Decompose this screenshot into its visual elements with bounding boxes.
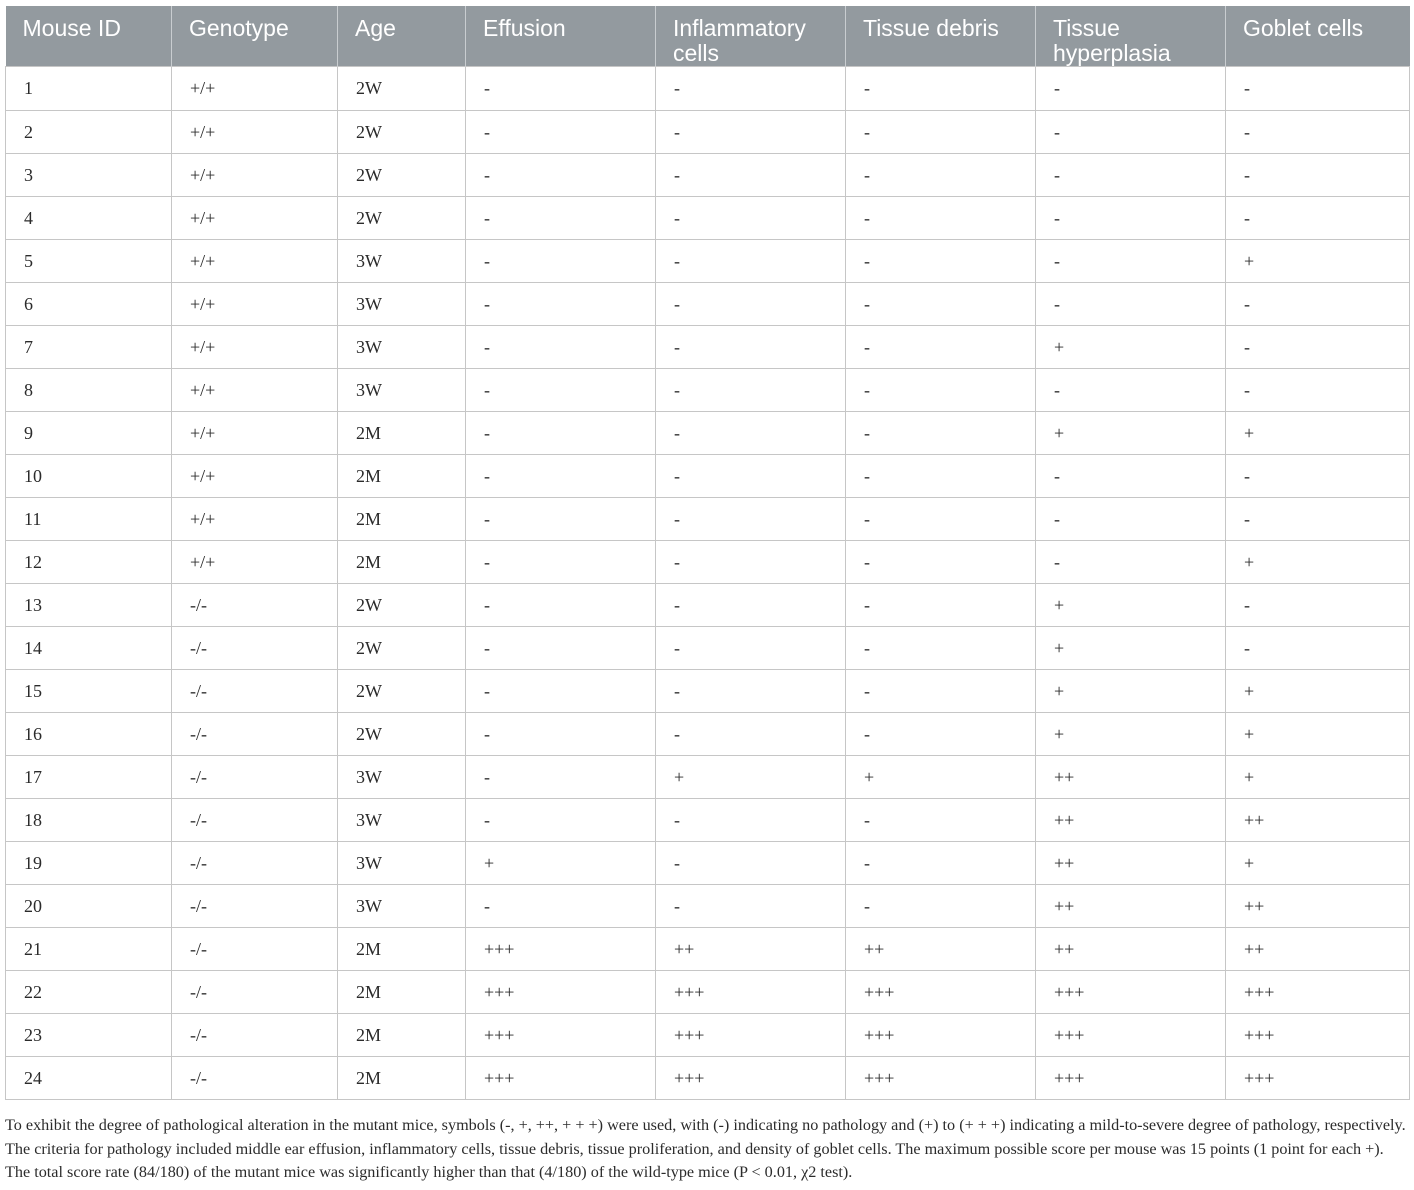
table-cell: - [466,713,656,756]
table-cell: - [1226,498,1410,541]
table-cell: -/- [172,971,338,1014]
table-cell: - [656,541,846,584]
table-cell: - [466,756,656,799]
column-header: Mouse ID [6,6,172,67]
table-cell: - [1226,369,1410,412]
table-cell: -/- [172,1057,338,1100]
table-cell: + [1036,670,1226,713]
table-cell: +/+ [172,283,338,326]
table-cell: - [846,369,1036,412]
table-cell: +++ [1226,971,1410,1014]
table-cell: - [466,412,656,455]
table-cell: 2W [338,111,466,154]
table-cell: +++ [1226,1014,1410,1057]
table-cell: 14 [6,627,172,670]
table-cell: 3W [338,842,466,885]
table-cell: - [1036,154,1226,197]
table-cell: + [1036,584,1226,627]
table-cell: 21 [6,928,172,971]
table-cell: - [1226,283,1410,326]
table-cell: -/- [172,1014,338,1057]
column-header: Tissue debris [846,6,1036,67]
table-cell: - [1226,326,1410,369]
table-cell: - [466,283,656,326]
table-cell: +++ [656,1014,846,1057]
table-cell: 6 [6,283,172,326]
table-cell: +/+ [172,111,338,154]
table-cell: - [656,627,846,670]
table-cell: - [846,799,1036,842]
table-cell: + [1036,412,1226,455]
table-cell: +/+ [172,412,338,455]
table-cell: - [1036,197,1226,240]
header-row [6,6,1410,67]
table-cell: - [656,713,846,756]
table-cell: - [846,842,1036,885]
column-header: Tissue hyperplasia [1036,6,1226,67]
table-cell: 3W [338,756,466,799]
table-cell: - [846,67,1036,111]
table-cell: 2M [338,1014,466,1057]
table-cell: +++ [1226,1057,1410,1100]
table-cell: - [656,498,846,541]
table-cell: +++ [466,1014,656,1057]
table-row [6,197,1410,240]
table-cell: -/- [172,670,338,713]
table-cell: - [1226,67,1410,111]
table-cell: - [466,627,656,670]
table-cell: 16 [6,713,172,756]
table-cell: - [656,240,846,283]
table-cell: 8 [6,369,172,412]
column-header: Age [338,6,466,67]
table-row [6,1057,1410,1100]
table-cell: +++ [1036,1014,1226,1057]
table-cell: 2 [6,111,172,154]
table-body [6,67,1410,1100]
table-cell: -/- [172,928,338,971]
table-cell: - [846,541,1036,584]
table-cell: - [656,455,846,498]
table-cell: 20 [6,885,172,928]
table-cell: +/+ [172,455,338,498]
table-cell: - [1036,283,1226,326]
table-row [6,455,1410,498]
table-cell: -/- [172,842,338,885]
table-row [6,111,1410,154]
table-cell: - [656,283,846,326]
table-cell: 2M [338,971,466,1014]
table-cell: - [846,713,1036,756]
table-cell: - [1036,498,1226,541]
table-cell: - [466,240,656,283]
table-cell: 23 [6,1014,172,1057]
table-cell: 2M [338,412,466,455]
table-cell: 24 [6,1057,172,1100]
table-cell: 3W [338,326,466,369]
table-cell: 3W [338,240,466,283]
table-cell: - [656,111,846,154]
table-cell: - [1036,240,1226,283]
table-cell: +/+ [172,240,338,283]
table-cell: - [656,799,846,842]
table-row [6,326,1410,369]
table-cell: 2W [338,713,466,756]
table-cell: - [656,369,846,412]
table-cell: ++ [656,928,846,971]
table-cell: - [1226,455,1410,498]
table-cell: +++ [846,1057,1036,1100]
table-cell: +/+ [172,197,338,240]
table-cell: -/- [172,799,338,842]
table-cell: - [656,154,846,197]
table-cell: + [1226,412,1410,455]
table-cell: - [846,154,1036,197]
table-cell: - [656,842,846,885]
table-cell: + [1226,670,1410,713]
table-cell: +++ [846,971,1036,1014]
table-cell: - [466,541,656,584]
table-row [6,541,1410,584]
table-cell: - [1036,111,1226,154]
table-cell: - [846,670,1036,713]
table-row [6,240,1410,283]
table-cell: 4 [6,197,172,240]
table-cell: - [1226,154,1410,197]
table-cell: +++ [846,1014,1036,1057]
table-cell: ++ [1036,928,1226,971]
table-cell: - [1036,369,1226,412]
table-cell: + [846,756,1036,799]
table-cell: - [846,197,1036,240]
table-cell: - [846,412,1036,455]
table-cell: - [466,799,656,842]
table-row [6,67,1410,111]
table-cell: - [656,197,846,240]
table-cell: 7 [6,326,172,369]
table-cell: - [846,627,1036,670]
table-cell: - [656,412,846,455]
table-cell: ++ [1036,842,1226,885]
table-cell: ++ [1036,885,1226,928]
table-cell: - [656,670,846,713]
table-cell: + [1226,842,1410,885]
table-cell: +/+ [172,326,338,369]
table-cell: - [466,154,656,197]
table-cell: +++ [466,971,656,1014]
table-row [6,369,1410,412]
table-cell: - [846,885,1036,928]
table-row [6,154,1410,197]
table-cell: +++ [656,971,846,1014]
table-cell: 12 [6,541,172,584]
table-cell: +/+ [172,541,338,584]
table-cell: 2W [338,670,466,713]
table-cell: + [1226,240,1410,283]
table-row [6,412,1410,455]
table-cell: +/+ [172,67,338,111]
table-cell: + [1226,541,1410,584]
table-cell: - [466,67,656,111]
table-cell: - [1036,541,1226,584]
table-cell: 2M [338,1057,466,1100]
table-cell: 5 [6,240,172,283]
table-cell: 2W [338,154,466,197]
table-row [6,670,1410,713]
column-header: Genotype [172,6,338,67]
table-cell: 2W [338,197,466,240]
table-cell: - [846,326,1036,369]
table-cell: - [1226,627,1410,670]
table-cell: - [1226,584,1410,627]
table-cell: ++ [1226,928,1410,971]
table-cell: 17 [6,756,172,799]
table-cell: + [1036,627,1226,670]
table-row [6,1014,1410,1057]
table-cell: 1 [6,67,172,111]
table-cell: ++ [1036,756,1226,799]
table-row [6,928,1410,971]
data-table-container [5,6,1409,1100]
table-cell: 2W [338,67,466,111]
table-cell: - [846,455,1036,498]
table-cell: - [466,885,656,928]
table-cell: +++ [466,1057,656,1100]
column-header: Effusion [466,6,656,67]
table-cell: - [846,111,1036,154]
table-cell: - [466,326,656,369]
table-row [6,498,1410,541]
table-cell: + [1036,713,1226,756]
column-header: Inflammatory cells [656,6,846,67]
table-cell: 13 [6,584,172,627]
table-cell: +++ [1036,971,1226,1014]
table-cell: 11 [6,498,172,541]
table-cell: - [1226,111,1410,154]
table-row [6,627,1410,670]
table-cell: ++ [846,928,1036,971]
table-cell: 3W [338,799,466,842]
table-row [6,584,1410,627]
table-cell: - [466,111,656,154]
table-cell: -/- [172,756,338,799]
column-header: Goblet cells [1226,6,1410,67]
table-cell: - [846,498,1036,541]
pathology-table [5,6,1410,1100]
table-cell: 2M [338,498,466,541]
table-row [6,756,1410,799]
table-cell: 10 [6,455,172,498]
table-cell: 22 [6,971,172,1014]
table-cell: 3W [338,885,466,928]
table-cell: 3W [338,369,466,412]
table-cell: +++ [1036,1057,1226,1100]
table-cell: + [1226,756,1410,799]
table-cell: 19 [6,842,172,885]
table-cell: 2W [338,584,466,627]
table-row [6,799,1410,842]
table-cell: +++ [656,1057,846,1100]
table-cell: + [1226,713,1410,756]
table-cell: - [1036,455,1226,498]
table-cell: -/- [172,584,338,627]
table-cell: +/+ [172,369,338,412]
table-row [6,283,1410,326]
table-cell: +/+ [172,154,338,197]
table-cell: - [656,67,846,111]
table-cell: ++ [1226,885,1410,928]
table-cell: ++ [1036,799,1226,842]
table-cell: ++ [1226,799,1410,842]
table-row [6,713,1410,756]
table-row [6,885,1410,928]
table-cell: -/- [172,713,338,756]
table-cell: - [1226,197,1410,240]
table-cell: - [656,584,846,627]
table-cell: +++ [466,928,656,971]
table-cell: - [1036,67,1226,111]
table-cell: 2W [338,627,466,670]
table-cell: 18 [6,799,172,842]
table-cell: 2M [338,541,466,584]
table-cell: - [466,670,656,713]
table-cell: - [846,240,1036,283]
table-row [6,971,1410,1014]
table-cell: 3 [6,154,172,197]
table-cell: + [466,842,656,885]
table-header [6,6,1410,67]
table-cell: -/- [172,627,338,670]
table-cell: - [466,455,656,498]
table-cell: 15 [6,670,172,713]
table-cell: 2M [338,928,466,971]
table-cell: - [466,197,656,240]
table-cell: - [656,885,846,928]
table-cell: - [466,498,656,541]
table-cell: 2M [338,455,466,498]
table-cell: 3W [338,283,466,326]
table-cell: - [846,584,1036,627]
table-cell: -/- [172,885,338,928]
table-cell: - [466,369,656,412]
table-row [6,842,1410,885]
table-cell: +/+ [172,498,338,541]
table-cell: + [656,756,846,799]
table-cell: 9 [6,412,172,455]
table-cell: + [1036,326,1226,369]
table-cell: - [466,584,656,627]
table-footnote: To exhibit the degree of pathological alteration in the mutant mice, symbols (-, +, ++, + + +) were used, with (-) indicating no pathology and (+) to (+ + +) indicating a mild-to-severe degree of pathology, respectively. The criteria for pathology included middle ear effusion, inflammatory cells, tissue debris, tissue proliferation, and density of goblet cells. The maximum possible score per mouse was 15 points (1 point for each +). The total score rate (84/180) of the mutant mice was significantly higher than that (4/180) of the wild-type mice (P < 0.01, χ2 test). [5,1116,1406,1181]
table-cell: - [656,326,846,369]
table-cell: - [846,283,1036,326]
